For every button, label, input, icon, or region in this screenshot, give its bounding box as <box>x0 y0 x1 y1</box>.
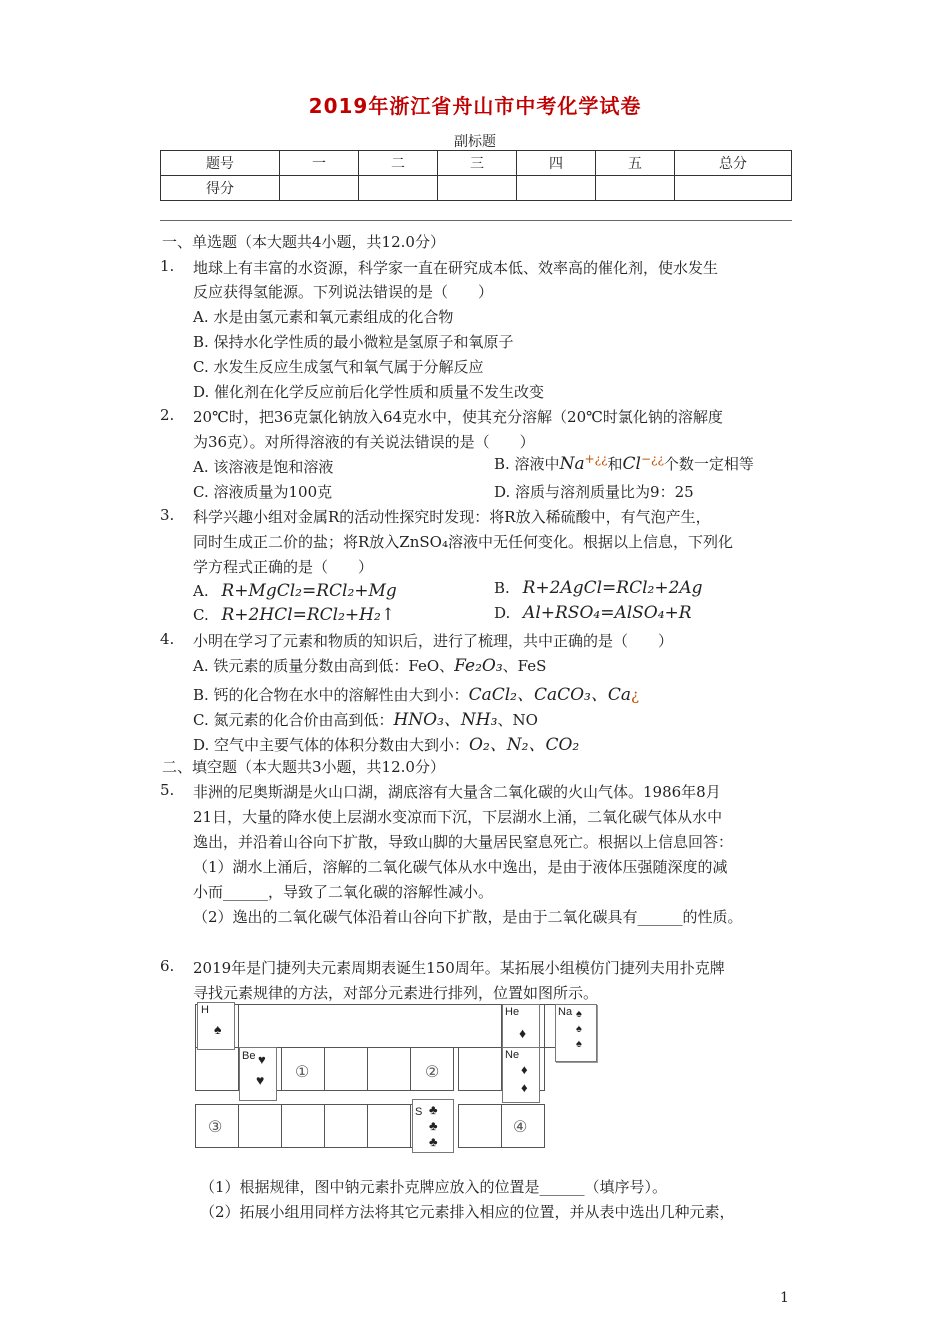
grid-cell <box>367 1104 411 1148</box>
grid-cell <box>195 1047 239 1091</box>
score-header-cell: 三 <box>438 151 517 176</box>
equation: R+2AgCl=RCl₂+2Ag <box>522 578 703 598</box>
question-text: （2）拓展小组用同样方法将其它元素排入相应的位置，并从表中选出几种元素， <box>200 1203 735 1221</box>
diamond-icon: ♦ <box>521 1080 528 1095</box>
element-symbol: Na <box>558 1006 573 1018</box>
option-a <box>193 581 397 601</box>
equation: Al+RSO₄=AlSO₄+R <box>523 603 692 623</box>
render-artifact: ¿ <box>631 686 640 704</box>
element-symbol: Be <box>242 1050 256 1062</box>
option-d: D. 催化剂在化学反应前后化学性质和质量不发生改变 <box>193 383 545 401</box>
periodic-card-figure <box>195 1004 605 1154</box>
page-number: 1 <box>780 1290 789 1306</box>
score-header-cell: 二 <box>359 151 438 176</box>
heart-icon: ♥ <box>256 1072 265 1088</box>
score-table-header-row <box>161 151 792 176</box>
question-number: 3. <box>160 506 175 524</box>
score-cell[interactable] <box>596 176 675 201</box>
spade-icon: ♠ <box>576 1008 582 1020</box>
score-header-cell: 一 <box>280 151 359 176</box>
option-b <box>193 680 639 705</box>
option-c: C. 溶液质量为100克 <box>193 483 333 501</box>
question-text: （1）湖水上涌后，溶解的二氧化碳气体从水中逸出，是由于液体压强随深度的减 <box>193 858 728 876</box>
section-heading: 二、填空题（本大题共3小题，共12.0分） <box>162 758 445 776</box>
question-text: 同时生成正二价的盐；将R放入ZnSO₄溶液中无任何变化。根据以上信息，下列化 <box>193 533 733 551</box>
spade-icon: ♠ <box>576 1038 582 1050</box>
question-text: 学方程式正确的是（ ） <box>193 558 374 576</box>
option-a: A. 该溶液是饱和溶液 <box>193 458 334 476</box>
card-ne <box>502 1047 540 1103</box>
question-number: 5. <box>160 781 175 799</box>
grid-cell <box>281 1104 325 1148</box>
score-header-cell: 五 <box>596 151 675 176</box>
score-header-cell: 四 <box>517 151 596 176</box>
element-symbol: H <box>201 1004 209 1016</box>
option-text: 、NO <box>497 711 538 729</box>
position-marker: ③ <box>208 1117 223 1136</box>
question-text: 为36克）。对所得溶液的有关说法错误的是（ ） <box>193 433 535 451</box>
grid-cell <box>238 1104 282 1148</box>
heart-icon: ♥ <box>258 1052 266 1067</box>
option-a <box>193 655 546 676</box>
grid-cell <box>324 1104 368 1148</box>
score-cell[interactable] <box>675 176 792 201</box>
score-table <box>160 150 792 201</box>
question-text: 地球上有丰富的水资源，科学家一直在研究成本低、效率高的催化剂，使水发生 <box>193 259 719 277</box>
card-be <box>239 1047 277 1101</box>
question-text: 寻找元素规律的方法，对部分元素进行排列，位置如图所示。 <box>193 984 599 1002</box>
equation: R+MgCl₂=RCl₂+Mg <box>221 581 397 601</box>
option-d <box>193 730 579 755</box>
spade-icon: ♠ <box>214 1021 222 1037</box>
option-text: A. 铁元素的质量分数由高到低：FeO、 <box>193 657 455 675</box>
question-text: （2）逸出的二氧化碳气体沿着山谷向下扩散，是由于二氧化碳具有______的性质。 <box>193 908 743 926</box>
grid-cell <box>367 1047 411 1091</box>
question-text: 20℃时，把36克氯化钠放入64克水中，使其充分溶解（20℃时氯化钠的溶解度 <box>193 408 723 426</box>
grid-cell <box>458 1104 502 1148</box>
card-h <box>197 1002 235 1050</box>
option-b <box>494 578 703 598</box>
option-text: 、FeS <box>502 657 547 675</box>
question-number: 6. <box>160 957 175 975</box>
option-label: C. <box>193 606 209 624</box>
option-c: C. 水发生反应生成氢气和氧气属于分解反应 <box>193 358 484 376</box>
spade-icon: ♠ <box>576 1023 582 1035</box>
option-label: D. <box>494 604 511 622</box>
formula: CaCl₂、CaCO₃、Ca <box>468 685 632 705</box>
score-cell[interactable] <box>517 176 596 201</box>
question-number: 4. <box>160 630 175 648</box>
divider <box>160 220 792 221</box>
diamond-icon: ♦ <box>519 1025 527 1041</box>
option-text: 个数一定相等 <box>663 455 754 473</box>
option-text: 和 <box>607 455 623 473</box>
score-cell[interactable] <box>280 176 359 201</box>
option-a: A. 水是由氢元素和氧元素组成的化合物 <box>193 308 454 326</box>
position-marker: ② <box>425 1062 440 1081</box>
score-row-label: 得分 <box>161 176 280 201</box>
score-table-row <box>161 176 792 201</box>
formula: Na <box>559 454 585 474</box>
option-label: A. <box>193 582 209 600</box>
position-marker: ④ <box>513 1117 528 1136</box>
question-text: （1）根据规律，图中钠元素扑克牌应放入的位置是______（填序号）。 <box>200 1178 668 1196</box>
equation: R+2HCl=RCl₂+H₂↑ <box>221 605 396 625</box>
render-artifact: +¿¿ <box>584 452 608 466</box>
element-symbol: S <box>415 1106 423 1118</box>
score-header-cell: 总分 <box>675 151 792 176</box>
element-symbol: Ne <box>505 1049 520 1061</box>
formula: Cl <box>622 454 641 474</box>
question-text: 逸出，并沿着山谷向下扩散，导致山脚的大量居民窒息死亡。根据以上信息回答： <box>193 833 734 851</box>
card-na <box>555 1004 597 1062</box>
section-heading: 一、单选题（本大题共4小题，共12.0分） <box>162 233 445 251</box>
option-c <box>193 605 395 625</box>
card-he <box>502 1004 540 1052</box>
score-header-cell: 题号 <box>161 151 280 176</box>
option-text: B. 钙的化合物在水中的溶解性由大到小： <box>193 686 469 704</box>
option-c <box>193 705 538 730</box>
question-text: 非洲的尼奥斯湖是火山口湖，湖底溶有大量含二氧化碳的火山气体。1986年8月 <box>193 783 721 801</box>
club-icon: ♣ <box>429 1134 438 1149</box>
question-number: 2. <box>160 406 175 424</box>
question-text: 小明在学习了元素和物质的知识后，进行了梳理，共中正确的是（ ） <box>193 632 674 650</box>
diamond-icon: ♦ <box>521 1062 528 1077</box>
render-artifact: −¿¿ <box>640 452 664 466</box>
position-marker: ① <box>295 1062 310 1081</box>
club-icon: ♣ <box>429 1118 438 1133</box>
option-text: B. 溶液中 <box>494 455 560 473</box>
question-number: 1. <box>160 257 175 275</box>
formula: O₂、N₂、CO₂ <box>469 735 580 755</box>
option-b: B. 保持水化学性质的最小微粒是氢原子和氧原子 <box>193 333 514 351</box>
grid-cell <box>458 1047 502 1091</box>
question-text: 小而______，导致了二氧化碳的溶解性减小。 <box>193 883 494 901</box>
page-title: 2019年浙江省舟山市中考化学试卷 <box>308 94 642 118</box>
club-icon: ♣ <box>429 1102 438 1117</box>
option-text: D. 空气中主要气体的体积分数由大到小： <box>193 736 470 754</box>
card-s <box>412 1099 454 1153</box>
element-symbol: He <box>505 1006 520 1018</box>
formula: HNO₃、NH₃ <box>393 710 498 730</box>
option-label: B. <box>494 579 510 597</box>
grid-gap <box>238 1004 502 1048</box>
subtitle: 副标题 <box>454 134 496 150</box>
question-text: 2019年是门捷列夫元素周期表诞生150周年。某拓展小组模仿门捷列夫用扑克牌 <box>193 959 725 977</box>
grid-cell <box>324 1047 368 1091</box>
option-d: D. 溶质与溶剂质量比为9：25 <box>494 483 694 501</box>
score-cell[interactable] <box>438 176 517 201</box>
option-d <box>494 603 692 623</box>
question-text: 科学兴趣小组对金属R的活动性探究时发现：将R放入稀硫酸中，有气泡产生， <box>193 508 711 526</box>
option-b <box>494 452 754 474</box>
question-text: 21日，大量的降水使上层湖水变凉而下沉，下层湖水上涌，二氧化碳气体从水中 <box>193 808 723 826</box>
question-text: 反应获得氢能源。下列说法错误的是（ ） <box>193 283 494 301</box>
option-text: C. 氮元素的化合价由高到低： <box>193 711 394 729</box>
formula: Fe₂O₃ <box>454 656 503 676</box>
score-cell[interactable] <box>359 176 438 201</box>
